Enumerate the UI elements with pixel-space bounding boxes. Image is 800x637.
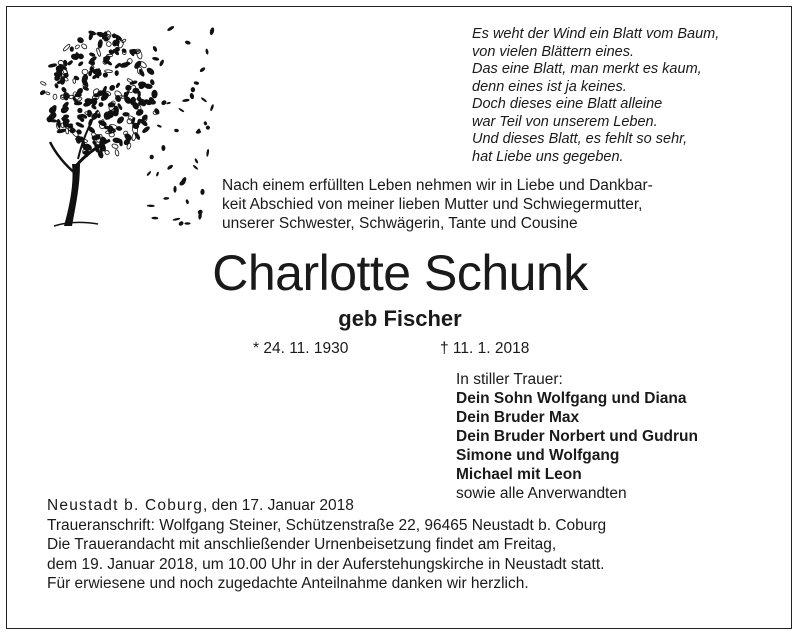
intro-line: keit Abschied von meiner lieben Mutter und Schwiegermutter,	[222, 196, 643, 213]
mourners-closing: sowie alle Anverwandten	[456, 485, 627, 502]
poem-line: von vielen Blättern eines.	[472, 43, 635, 60]
place-date	[47, 496, 787, 516]
mourner-entry: Dein Bruder Norbert und Gudrun	[456, 428, 698, 445]
mourner-entry: Michael mit Leon	[456, 466, 582, 483]
maiden-name: geb Fischer	[338, 306, 462, 331]
deceased-name: Charlotte Schunk	[212, 245, 588, 301]
mourner-entry: Simone und Wolfgang	[456, 447, 620, 464]
poem-line: Und dieses Blatt, es fehlt so sehr,	[472, 131, 688, 147]
poem-line: war Teil von unserem Leben.	[472, 113, 658, 130]
tree-with-falling-leaves-icon	[28, 14, 218, 232]
service-info-line: Die Trauerandacht mit anschließender Urnenbeisetzung findet am Freitag,	[47, 536, 557, 553]
intro-line: unserer Schwester, Schwägerin, Tante und Cousine	[222, 215, 578, 232]
intro-text	[222, 176, 782, 233]
poem-line: denn eines ist ja keines.	[472, 78, 627, 95]
birth-date: * 24. 11. 1930	[253, 340, 349, 357]
mourner-entry: Dein Sohn Wolfgang und Diana	[456, 390, 687, 407]
poem	[472, 26, 782, 166]
poem-line: hat Liebe uns gegeben.	[472, 148, 624, 165]
mourners-list	[456, 370, 698, 503]
poem-line: Das eine Blatt, man merkt es kaum,	[472, 61, 702, 77]
service-info-line: dem 19. Januar 2018, um 10.00 Uhr in der Auferstehungskirche in Neustadt statt.	[47, 555, 605, 573]
mourning-address: Traueranschrift: Wolfgang Steiner, Schützenstraße 22, 96465 Neustadt b. Coburg	[47, 516, 607, 534]
mourner-entry: Dein Bruder Max	[456, 409, 580, 426]
footer	[47, 496, 787, 594]
poem-line: Es weht der Wind ein Blatt vom Baum,	[472, 26, 720, 42]
death-date: † 11. 1. 2018	[440, 340, 530, 357]
poem-line: Doch dieses eine Blatt alleine	[472, 96, 663, 112]
thanks-line: Für erwiesene und noch zugedachte Anteilnahme danken wir herzlich.	[47, 575, 529, 592]
intro-line: Nach einem erfüllten Leben nehmen wir in Liebe und Dankbar-	[222, 177, 653, 194]
date: , den 17. Januar 2018	[203, 497, 354, 514]
mourners-heading: In stiller Trauer:	[456, 371, 563, 388]
place: Neustadt b. Coburg	[47, 497, 204, 514]
